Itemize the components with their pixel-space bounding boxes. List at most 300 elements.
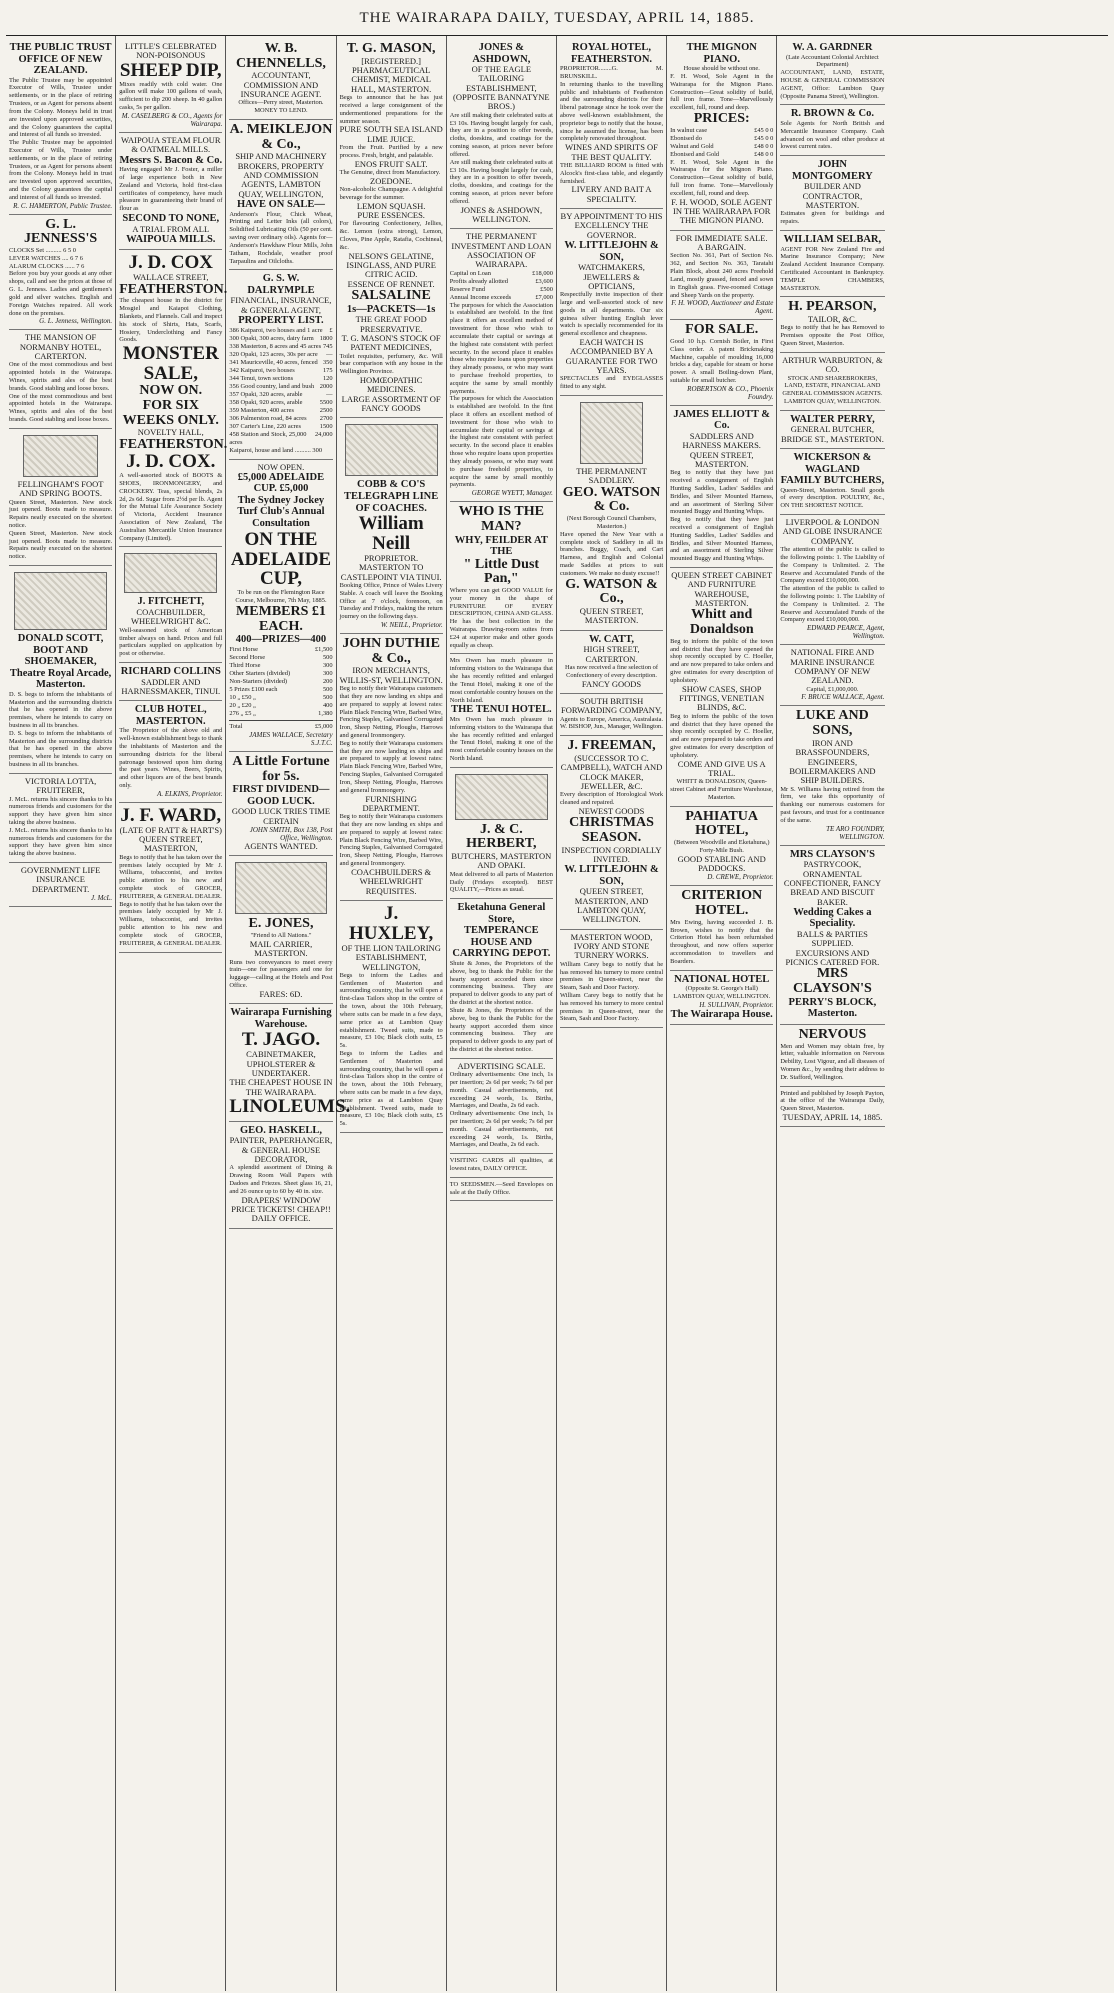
- ad-signature: R. C. HAMERTON, Public Trustee.: [13, 201, 113, 210]
- ad-headline: GOOD LUCK.: [247, 795, 315, 807]
- ad-subtitle: BY APPOINTMENT TO HIS EXCELLENCY THE GOVERNOR.: [560, 211, 663, 240]
- ad-signature: WHITT & DONALDSON, Queen-street Cabinet and Furniture Warehouse, Masterton.: [670, 778, 774, 801]
- ad-headline: LINOLEUMS.: [229, 1095, 351, 1117]
- ad-body: Mr S. Williams having retired from the firm, we take this opportunity of thanking our numerous customers for past favours, and trust for a continuance of the same.: [780, 785, 885, 824]
- ad-title: MRS CLAYSON'S: [792, 966, 872, 997]
- ad-body: F. H. Wood, Sole Agent in the Wairarapa for the Mignon Piano. Construction—Great solidity of build, full iron frame. Tone—Marvellously excellent, full, round and deep.: [670, 72, 774, 112]
- ad-subtitle: PROPRIETOR.: [364, 553, 419, 563]
- ad-headline: " Little Dust Pan,": [463, 556, 540, 587]
- ad-subtitle: (LATE OF RATT & HART'S) QUEEN STREET, MASTERTON,: [119, 824, 222, 854]
- ad-subtitle: QUEEN STREET, MASTERTON.: [579, 606, 644, 626]
- chair-illustration: [23, 435, 97, 477]
- dalrymple-ad: [229, 270, 332, 459]
- ad-line: EXCURSIONS AND PICNICS CATERED FOR.: [785, 947, 880, 967]
- cox-ad: [119, 250, 228, 547]
- ad-line: FARES: 6D.: [259, 988, 303, 999]
- ad-body: The purposes for which the Association is established are twofold. In the first place it offers an excellent method of investment for those who wish to accumulate their capital or savings at the highest rate consistent with perfect security. In the second place it enables those who require loans upon properties they already possess, or who may want to purchase freehold properties, to acquire the same by small monthly payments.: [449, 395, 553, 489]
- ad-title: J. FITCHETT,: [137, 596, 205, 608]
- ad-title: FOR SALE.: [685, 322, 759, 338]
- national-hotel-ad: [670, 971, 773, 1026]
- ad-signature: J. McL.: [90, 894, 113, 903]
- ad-subtitle: WHY, FEILDER AT THE: [454, 534, 548, 558]
- ad-body: Men and Women may obtain free, by letter, valuable information on Nervous Debility, Lost Vigour, and all diseases of Women &c., by sending their address to Dr. Stafford, Wellington.: [780, 1042, 885, 1081]
- ad-title: W. A. GARDNER: [792, 42, 873, 53]
- ad-title: JONES & ASHDOWN,: [472, 42, 531, 65]
- ad-title: VICTORIA LOTTA, FRUITERER,: [24, 775, 97, 796]
- ad-body: Section No. 361, Part of Section No. 362, and Section No. 363, Taratahi Plain Block, about 240 acres Freehold Land, mostly grassed, fenced and sown in English grass. Five-roomed Cottage and Sheep Yards on the property.: [670, 252, 774, 299]
- ad-subtitle: (Between Woodville and Eketahuna,) Forty-Mile Bush.: [673, 839, 770, 854]
- ad-subtitle: [REGISTERED.] PHARMACEUTICAL CHEMIST, MEDICAL HALL, MASTERTON.: [350, 55, 432, 94]
- ad-subtitle: ACCOUNTANT, COMMISSION AND INSURANCE AGENT.: [240, 70, 322, 100]
- coach-illustration: [235, 862, 328, 914]
- ad-headline: William Neill: [358, 513, 424, 555]
- ad-line: WAIPOUA MILLS.: [126, 233, 216, 245]
- ad-body: The purposes for which the Association is established are twofold. In the first place it offers an excellent method of investment for those who wish to accumulate their capital or savings at the highest rate consistent with perfect security. In the second place it enables those who require loans upon properties they already possess, or who may want to purchase freehold properties, to acquire the same by small monthly payments.: [449, 301, 553, 395]
- ad-title: NATIONAL FIRE AND MARINE INSURANCE COMPANY OF NEW ZEALAND.: [790, 647, 875, 686]
- ad-title: COBB & CO'S TELEGRAPH LINE OF COACHES.: [344, 479, 439, 514]
- ad-body: The Public Trustee may be appointed Executor of Wills, Trustee under settlements, or in the place of retiring Trustees, or as Agent for persons absent from the Colony. Moneys held in trust are invested upon approved securities, and the Colony guarantees the capital and interest of all funds so invested.: [9, 76, 113, 139]
- ad-line: PURE SOUTH SEA ISLAND LIME JUICE.: [339, 124, 443, 144]
- list-item: 276 „ £5 „ 1,380: [229, 709, 333, 717]
- ad-line: PURE ESSENCES.: [357, 210, 425, 221]
- ad-body: Shute & Jones, the Proprietors of the above, beg to thank the Public for the hearty support accorded them since commencing business. They are prepared to deliver goods to any part of the district at the shortest notice.: [449, 1006, 553, 1053]
- ad-body: The Proprietor of the above old and well-known establishment begs to thank the inhabitants of Masterton and the surrounding districts for the liberal patronage bestowed upon him during the past years. Wines, Beers, Spirits, and other liquors are of the best brands only.: [119, 727, 223, 789]
- turnery-ad: [560, 930, 663, 1029]
- ad-headline: SALSALINE: [351, 288, 431, 304]
- ad-body: From the Fruit. Purified by a new process. Fresh, bright, and palatable.: [339, 144, 443, 159]
- ad-subtitle: CABINETMAKER, UPHOLSTERER & UNDERTAKER.: [246, 1049, 316, 1078]
- ad-subtitle: QUEEN STREET, MASTERTON.: [689, 449, 754, 469]
- feilder-ad: [450, 502, 553, 654]
- list-item: In walnut case £45 0 0: [670, 126, 774, 134]
- ad-body: Where you can get GOOD VALUE for your money in the shape of FURNITURE OF EVERY DESCRIPTION, CHINA AND GLASS. He has the best collection in the Wairarapa. Drawing-room suites from £24 at superior make and other goods equally as cheap.: [449, 586, 553, 649]
- ad-title: J. & C. HERBERT,: [466, 821, 537, 852]
- advertising-scale: [450, 1059, 553, 1154]
- govt-insurance-ad: [9, 863, 112, 907]
- ad-signature: ROBERTSON & CO., Phoenix Foundry.: [687, 384, 774, 401]
- ad-title: THE PUBLIC TRUST OFFICE OF NEW ZEALAND.: [9, 42, 112, 77]
- ad-body: Beg to inform the public of the town and district that they have opened the shop recently occupied by C. Hoeller, and are now prepared to take orders and give estimates for every description of upholstery.: [670, 637, 774, 684]
- fitchett-ad: [119, 547, 222, 662]
- ad-title: G. S. W. DALRYMPLE: [247, 273, 315, 296]
- list-item: Total £5,000: [229, 722, 333, 730]
- ad-body: Mrs Owen has much pleasure in informing visitors to the Wairarapa that she has recently refitted and enlarged the Tenui Hotel, making it one of the most comfortable country houses on the North Island.: [449, 715, 553, 762]
- list-item: Profits already allotted £3,600: [449, 277, 553, 285]
- cobb-ad: [340, 418, 443, 634]
- ad-body: Begs to notify that he has taken over the premises lately occupied by Mr J. Williams, tobacconist, and invites public attention to his new and complete stock of GROCER, FRUITERER, & GENERAL DEALER.: [119, 900, 223, 947]
- ad-body: William Carey begs to notify that he has removed his turnery to more central premises in Queen-street, near the Steam, Sash and Door Factory.: [559, 960, 664, 992]
- collins-ad: [119, 663, 222, 701]
- tenui-hotel-ad: [450, 654, 553, 767]
- list-item: 300 Opaki, 300 acres, dairy farm 1800: [229, 334, 333, 342]
- list-item: 10 „ £50 „ 500: [229, 693, 333, 701]
- ad-body: Mixes readily with cold water. One gallon will make 100 gallons of wash, sufficient to dip 200 sheep. In 40 gallon casks, 5s per gallon.: [119, 80, 223, 112]
- column-8: [777, 36, 887, 1991]
- ad-line: Wedding Cakes a Speciality.: [793, 906, 872, 930]
- list-item: 338 Masterton, 8 acres and 45 acres 745: [229, 342, 333, 350]
- masthead: THE WAIRARAPA DAILY, TUESDAY, APRIL 14, 1885.: [6, 6, 1108, 36]
- ad-body: Respectfully invite inspection of their large and well-assorted stock of new goods in all departments. Our six guinea silver hunting English lever watch is specially recommended for its general excellence and cheapness.: [559, 291, 664, 338]
- gardner-ad: [780, 39, 884, 105]
- ad-subtitle: PASTRYCOOK, ORNAMENTAL CONFECTIONER, FANCY BREAD AND BISCUIT BAKER.: [783, 859, 881, 907]
- list-item: 20 „ £20 „ 400: [229, 701, 333, 709]
- ad-title: E. JONES,: [248, 916, 314, 932]
- ad-headline: CHRISTMAS SEASON.: [569, 815, 654, 845]
- ad-body: Mrs Ewing, having succeeded J. B. Brown, wishes to notify that the Criterion Hotel has been refurnished throughout, and now offers superior accommodation to travellers and Boarders.: [670, 918, 774, 965]
- ad-title: A. MEIKLEJON & Co.,: [229, 122, 333, 152]
- ad-signature: D. CREWE, Proprietor.: [707, 873, 774, 882]
- ad-title: THE MIGNON PIANO.: [686, 42, 757, 65]
- list-item: 342 Kaiparoi, two houses 175: [229, 366, 333, 374]
- scott-ad: [9, 566, 112, 774]
- ad-subtitle: House should be without one.: [683, 65, 760, 73]
- ad-title: T. G. MASON,: [346, 41, 436, 56]
- ad-line: COME AND GIVE US A TRIAL.: [677, 758, 766, 778]
- list-item: Non-Starters (divided) 200: [229, 677, 333, 685]
- ad-subtitle: OF THE LION TAILORING ESTABLISHMENT, WELLINGTON,: [341, 942, 441, 972]
- duthie-ad: [340, 634, 443, 901]
- royal-hotel-ad: [560, 39, 663, 209]
- ad-subtitle: QUEEN STREET CABINET AND FURNITURE WAREHOUSE, MASTERTON.: [671, 570, 773, 609]
- ad-signature: JOHN SMITH, Box 138, Post Office, Wellington.: [249, 826, 333, 843]
- ad-subtitle: COACHBUILDER, WHEELWRIGHT &C.: [131, 607, 211, 627]
- ad-subtitle: FAMILY BUTCHERS,: [780, 475, 885, 487]
- list-item: Capital on Loan £18,000: [449, 269, 553, 277]
- ad-subtitle: Wairarapa Furnishing Warehouse.: [230, 1007, 332, 1030]
- ad-body: Agents to Europe, America, Australasia. W. BISHOP, Jun., Manager, Wellington.: [559, 715, 664, 731]
- visiting-cards-ad: [450, 1154, 553, 1178]
- ad-body: Beg to notify that they have just received a consignment of English Hunting Saddles, Ladies' Saddles and Bridles, and Silver Mounted Harness, and an assortment of Sterling Silver mounted Buggy and Hunting Whips.: [670, 516, 774, 563]
- eketahuna-ad: [450, 899, 553, 1058]
- ad-subtitle: IRON MERCHANTS, WILLIS-ST, WELLINGTON.: [339, 665, 443, 685]
- ad-line: NELSON'S GELATINE, ISINGLASS, AND PURE CITRIC ACID.: [346, 250, 436, 280]
- ad-signature: JAMES WALLACE, Secretary S.J.T.C.: [249, 730, 333, 747]
- property-list: [229, 327, 332, 447]
- permanent-ad: [450, 229, 553, 502]
- littlejohn-ad: [560, 209, 663, 396]
- imprint-date: TUESDAY, APRIL 14, 1885.: [782, 1112, 883, 1122]
- ad-signature: H. SULLIVAN, Proprietor.: [699, 1000, 774, 1009]
- ad-title: RICHARD COLLINS: [120, 665, 221, 677]
- list-item: 306 Palmerston road, 84 acres 2700: [229, 414, 333, 422]
- ad-title: WALTER PERRY,: [790, 413, 875, 425]
- criterion-ad: [670, 886, 773, 970]
- ad-title: W. CATT,: [589, 633, 635, 645]
- ad-title: J. F. WARD,: [120, 804, 222, 826]
- herbert-ad: [450, 768, 553, 900]
- ad-headline: NOW ON.: [139, 383, 203, 399]
- ad-title: JOHN DUTHIE & Co.,: [342, 636, 440, 666]
- ad-signature: F. H. WOOD, SOLE AGENT IN THE WAIRARAPA FOR THE MIGNON PIANO.: [671, 196, 773, 226]
- fortune-ad: [229, 752, 332, 857]
- ad-subtitle: OF THE EAGLE TAILORING ESTABLISHMENT, (OPPOSITE BANNATYNE BROS.): [453, 64, 550, 112]
- list-item: 358 Opaki, 920 acres, arable 5500: [229, 398, 333, 406]
- ad-title: CRITERION HOTEL.: [681, 888, 763, 919]
- nervous-ad: [780, 1025, 884, 1087]
- ashdown-ad: [450, 39, 553, 229]
- brown-ad: [780, 105, 884, 156]
- freeman-ad: [560, 736, 663, 930]
- ad-body: Runs two conveyances to meet every train—one for passengers and one for luggage—calling at the Hotels and Post Office.: [229, 958, 333, 990]
- ad-body: F. H. Wood, Sole Agent in the Wairarapa for the Mignon Piano. Construction—Great solidity of build, full iron frame. Tone—Marvellously excellent, full, round and deep.: [670, 158, 774, 197]
- ad-line: FURNISHING DEPARTMENT.: [362, 793, 420, 813]
- ad-signature: W. NEILL, Proprietor.: [380, 621, 443, 630]
- ad-body: D. S. begs to inform the inhabitants of Masterton and the surrounding districts that he has opened in the above premises, where he intends to carry on business in all its branches.: [9, 690, 113, 730]
- jenness-ad: [9, 215, 112, 331]
- catt-ad: [560, 631, 663, 694]
- list-item: Other Starters (divided) 300: [229, 669, 333, 677]
- ad-body: Queen Street, Masterton. New stock just opened. Boots made to measure. Repairs neatly executed on the shortest notice.: [9, 498, 113, 529]
- ad-line: THE CHEAPEST HOUSE IN THE WAIRARAPA.: [229, 1077, 333, 1097]
- ad-title: THE TENUI HOTEL.: [451, 704, 552, 716]
- ad-body: The Genuine, direct from Manufactory.: [339, 168, 441, 176]
- ad-title: ADVERTISING SCALE.: [457, 1060, 546, 1071]
- warburton-ad: [780, 353, 884, 411]
- boot-illustration: [14, 572, 107, 630]
- immediate-sale-ad: [670, 231, 773, 321]
- ad-line: A TRIAL FROM ALL: [132, 223, 210, 234]
- national-insurance-ad: [780, 645, 884, 706]
- ad-title: GEO. HASKELL,: [239, 1124, 322, 1136]
- ad-subtitle: MAIL CARRIER, MASTERTON.: [249, 938, 313, 959]
- column-2: [116, 36, 226, 1991]
- ad-title: J. HUXLEY,: [349, 902, 434, 944]
- ad-title: GEO. WATSON & Co.: [562, 484, 661, 515]
- saddle-illustration: [580, 402, 644, 464]
- public-trust-ad: [9, 39, 112, 215]
- ad-title: FOR IMMEDIATE SALE.: [675, 232, 768, 243]
- ad-subtitle: HIGH STREET, CARTERTON.: [583, 644, 640, 664]
- whitt-ad: [670, 568, 773, 807]
- ad-title: J. D. COX: [128, 252, 213, 274]
- ad-subtitle: A BARGAIN.: [697, 242, 747, 253]
- ad-subtitle: (Next Borough Council Chambers, Masterton.): [566, 515, 657, 530]
- column-1: [6, 36, 116, 1991]
- ad-title: JAMES ELLIOTT & Co.: [673, 408, 771, 432]
- ad-line: COACHBUILDERS & WHEELWRIGHT REQUISITES.: [351, 866, 432, 896]
- ad-subtitle: SADDLERS AND HARNESS MAKERS.: [682, 430, 761, 451]
- ad-body: Toilet requisites, perfumery, &c. Will bear comparison with any house in the Wellington Province.: [339, 352, 443, 376]
- column-3: [226, 36, 351, 1991]
- ad-subtitle: WATCHMAKERS, JEWELLERS & OPTICIANS,: [578, 262, 645, 291]
- ad-body: Beg to notify their Wairarapa customers that they are now landing ex ships and are prepared to supply at lowest rates: Plain Black Fencing Wire, Barbed Wire, Fencing Staples, Galvanised Corrugated Iron, Sheep Netting, Ploughs, Harrows and general Ironmongery.: [339, 739, 443, 794]
- sheep-dip-ad: [119, 39, 222, 133]
- ad-body: One of the most commodious and best appointed hotels in the Wairarapa. Wines, spirits and ales of the best brands. Good stabling and loose boxes.: [9, 392, 113, 424]
- ad-title: ROYAL HOTEL, FEATHERSTON.: [571, 42, 653, 65]
- list-item: 458 Station and Stock, 25,000 acres 24,000: [229, 430, 333, 446]
- ad-line: DRAPERS' WINDOW PRICE TICKETS! CHEAP!! DAILY OFFICE.: [231, 1194, 331, 1224]
- ad-body: TO SEEDSMEN.—Seed Envelopes on sale at the Daily Office.: [449, 1180, 553, 1196]
- clayson-ad: [780, 846, 884, 1025]
- ad-headline: SECOND TO NONE,: [122, 212, 220, 224]
- ad-title: WILLIAM SELBAR,: [783, 233, 882, 245]
- ad-body: Having engaged Mr J. Foster, a miller of large experience both in New Zealand and Victoria, hold first-class certificates of competency, have much pleasure in guaranteeing their brand of flour as: [119, 166, 223, 213]
- ad-line: WINES AND SPIRITS OF THE BEST QUALITY.: [565, 142, 658, 162]
- waipoua-ad: [119, 133, 222, 251]
- ad-subtitle: (Late Accountant Colonial Architect Department): [786, 53, 879, 69]
- mason-ad: [340, 39, 443, 418]
- ad-title: G. L. JENNESS'S: [24, 216, 98, 247]
- jago-ad: [229, 1004, 351, 1122]
- ad-subtitle: PAINTER, PAPERHANGER, & GENERAL HOUSE DECORATOR,: [229, 1135, 333, 1165]
- jones-mail-ad: [229, 856, 332, 1004]
- ad-title: W. LITTLEJOHN & SON,: [564, 240, 659, 263]
- ad-title: WHO IS THE MAN?: [458, 504, 544, 534]
- ad-body: AGENT FOR New Zealand Fire and Marine Insurance Company; New Zealand Accident Insurance Company. Certificated Accountant in Bankruptcy. TEMPLE CHAMBERS, MASTERTON.: [780, 245, 885, 292]
- ad-line: EACH WATCH IS ACCOMPANIED BY A GUARANTEE FOR TWO YEARS.: [565, 337, 658, 376]
- list-item: 341 Mauriceville, 40 acres, fenced 350: [229, 358, 333, 366]
- ad-body: Booking Office, Prince of Wales Livery Stable. A coach will leave the Booking Office at 7 o'clock, forenoon, on Tuesday and Fridays, making the return journey on the following days.: [339, 582, 443, 621]
- ad-body: Have opened the New Year with a complete stock of Saddlery in all its branches. Buggy, Coach, and Cart Harness, and English and Colonial made Saddles at prices to suit customers. We make no dusty excuse!!: [559, 530, 664, 577]
- ad-line: PROPRIETOR........G. M. BRUNSKILL.: [559, 65, 664, 80]
- fellingham-ad: [9, 429, 112, 566]
- ad-body: For flavouring Confectionery, Jellies, &c. Lemon (extra strong), Lemon, Cloves, Pine Apple, Ratafia, Cochineal, &c.: [339, 220, 443, 251]
- list-item: Ebonised and Gold £48 0 0: [670, 150, 774, 158]
- ad-title: NERVOUS: [798, 1026, 867, 1042]
- ad-signature: GEORGE WYETT, Manager.: [471, 489, 553, 498]
- ad-subtitle: Theatre Royal Arcade, Masterton.: [9, 667, 112, 691]
- sheep-illustration: [455, 774, 548, 820]
- ad-title: W. B. CHENNELLS,: [236, 41, 326, 71]
- ad-line: NOW OPEN.: [257, 461, 305, 472]
- ad-body: STOCK AND SHAREBROKERS, LAND, ESTATE, FINANCIAL AND GENERAL COMMISSION AGENTS. LAMBTON QUAY, WELLINGTON.: [782, 374, 883, 405]
- ad-headline: PRICES:: [693, 110, 750, 126]
- ad-body: Queen Street, Masterton. New stock just opened. Boots made to measure. Repairs neatly executed on the shortest notice.: [9, 529, 113, 561]
- ad-subtitle: IRON AND BRASSFOUNDERS, ENGINEERS, BOILERMAKERS AND SHIP BUILDERS.: [789, 737, 876, 786]
- ad-title: CLUB HOTEL, MASTERTON.: [134, 704, 207, 727]
- ad-body: Estimates given for buildings and repairs.: [780, 210, 885, 226]
- ad-line: MASTERTON TO CASTLEPOINT VIA TINUI.: [340, 562, 442, 582]
- ad-body: VISITING CARDS all qualities, at lowest rates, DAILY OFFICE.: [449, 1157, 553, 1173]
- ad-subtitle: FEATHERSTON.: [119, 281, 228, 297]
- ad-body: In returning thanks to the travelling public and inhabitants of Featherston and the surrounding districts for their liberal patronage since he took over the above well-known establishment, the proprietor begs to notify that the house, since he assumed the license, has been completely renovated throughout.: [559, 80, 664, 143]
- ad-line: NEWEST GOODS: [578, 805, 645, 816]
- ad-subtitle: THE PERMANENT SADDLERY.: [576, 466, 647, 486]
- ad-body: Shute & Jones, the Proprietors of the above, beg to thank the Public for the hearty support accorded them since commencing business. They are prepared to deliver goods to any part of the district at the shortest notice.: [449, 960, 553, 1007]
- ad-title: GOVERNMENT LIFE INSURANCE DEPARTMENT.: [20, 865, 101, 894]
- ad-subtitle: SHIP AND MACHINERY BROKERS, PROPERTY AND COMMISSION AGENTS, LAMBTON QUAY, WELLINGTON,: [235, 151, 327, 199]
- ad-line: INSPECTION CORDIALLY INVITED.: [561, 844, 662, 864]
- ad-signature: F. BRUCE WALLACE, Agent.: [801, 693, 885, 702]
- ad-title: ON THE ADELAIDE CUP,: [230, 528, 332, 590]
- column-7: [667, 36, 777, 1991]
- list-item: First Horse £1,500: [229, 645, 333, 653]
- meiklejon-ad: [229, 120, 332, 270]
- ad-body: Begs to announce that he has just received a large consignment of the undermentioned preparations for the summer season.: [339, 94, 443, 125]
- ad-body: J. McL. returns his sincere thanks to his numerous friends and customers for the support they have given him since taking the above business.: [9, 795, 113, 827]
- haskell-ad: [229, 1122, 332, 1229]
- ad-body: Are still making their celebrated suits at £3 10s. Having bought largely for cash, they are in a position to offer tweeds, cloths, doeskins, and coatings for the coming season, at prices never before offered.: [449, 158, 553, 205]
- ad-subtitle: (SUCCESSOR TO C. CAMPBELL), WATCH AND CLOCK MAKER, JEWELLER, &C.: [560, 752, 663, 791]
- ad-body: Offices—Perry street, Masterton. MONEY TO LEND.: [238, 99, 324, 115]
- selbar-ad: [780, 231, 884, 297]
- ad-body: The attention of the public is called to the following points: 1. The Liability of the Company is Unlimited. 2. The Reserve and Accumulated Funds of the Company exceed £10,000,000.: [780, 585, 885, 624]
- ad-title: R. BROWN & Co.: [790, 108, 874, 120]
- prize-list: [229, 646, 332, 731]
- ad-body: To be run on the Flemington Race Course, Melbourne, 7th May, 1885.: [235, 589, 327, 605]
- south-british-ad: [560, 694, 663, 736]
- ad-line: BALLS & PARTIES SUPPLIED.: [796, 928, 868, 949]
- ad-subtitle: TAILOR, &C.: [807, 314, 857, 325]
- list-item: Annual Income exceeds £7,000: [449, 293, 553, 301]
- ad-body: Begs to inform the Ladies and Gentlemen of Masterton and surrounding country, that he will open a first-class Tailors shop in the centre of the town, about the 10th February, where suits can be made in a few days, same price as at Lambton Quay establishment. Tweed suits, made to measure, £3 10s; Black cloth suits, £5 5s.: [339, 1049, 443, 1128]
- divider: [229, 720, 332, 721]
- ad-line: ENOS FRUIT SALT.: [354, 158, 428, 169]
- ad-body: D. S. begs to inform the inhabitants of Masterton and the surrounding districts that he has opened in the above premises, where he intends to carry on business in all its branches.: [9, 729, 113, 769]
- ad-body: Good 10 h.p. Cornish Boiler, in First Class order. A patent Brickmaking Machine, capable of moulding 16,000 bricks a day, capable for steam or horse power. A small Boiling-down Plant, suitable for small butcher.: [670, 338, 774, 385]
- ad-body: Meat delivered to all parts of Masterton Daily (Fridays excepted). BEST QUALITY,—Prices as usual.: [449, 870, 553, 894]
- ad-title: FELLINGHAM'S FOOT AND SPRING BOOTS.: [17, 478, 104, 499]
- ad-body: Non-alcoholic Champagne. A delightful beverage for the summer.: [339, 186, 443, 201]
- ad-headline: 1s—PACKETS—1s: [346, 303, 436, 315]
- pearson-ad: [780, 297, 884, 352]
- ad-title: LUKE AND SONS,: [796, 708, 869, 739]
- montgomery-ad: [780, 156, 884, 231]
- ad-body: Begs to notify that he has Removed to Premises opposite the Post Office, Queen Street, Masterton.: [780, 324, 885, 348]
- ad-line: LARGE ASSORTMENT OF FANCY GOODS: [341, 393, 441, 414]
- ad-title: MASTERTON WOOD, IVORY AND STONE TURNERY WORKS.: [570, 931, 653, 961]
- ad-body: A well-assorted stock of BOOTS & SHOES, IRONMONGERY, and CROCKERY. Teas, special blends, 2s 2d, 2s 6d. Sugar from 2½d per lb. Agent for the Mutual Life Assurance Society of Victoria, Accident Insurance Association of New Zealand, The Australian Mercantile Union Insurance Company (Limited).: [119, 472, 223, 542]
- ad-body: Are still making their celebrated suits at £3 10s. Having bought largely for cash, they are in a position to offer tweeds, cloths, doeskins, and coatings for the coming season, at prices never before offered.: [449, 111, 553, 158]
- ad-title: NATIONAL HOTEL: [674, 973, 770, 985]
- victoria-ad: [9, 774, 112, 863]
- imprint-text: Printed and published by Joseph Payton, at the office of the Wairarapa Daily, Queen Street, Masterton.: [780, 1089, 885, 1113]
- ad-signature: EDWARD PEARCE, Agent, Wellington.: [806, 624, 885, 641]
- list-item: Walnut and Gold £48 0 0: [670, 142, 774, 150]
- ad-line: GOOD STABLING AND PADDOCKS.: [677, 853, 766, 874]
- list-item: 357 Opaki, 320 acres, arable —: [229, 390, 333, 398]
- ad-subtitle: QUEEN STREET, MASTERTON, AND LAMBTON QUAY, WELLINGTON.: [574, 886, 649, 925]
- ad-title: THE PERMANENT INVESTMENT AND LOAN ASSOCIATION OF WAIRARAPA.: [451, 231, 552, 270]
- ad-title: LITTLE'S CELEBRATED NON-POISONOUS: [125, 41, 217, 61]
- ad-body: Before you buy your goods at any other shops, call and see the prices at those of G. L. Jenness. Ladies and gentlemen's gold and silver watches. English and Foreign Watches repaired. All work done on the premises.: [9, 270, 113, 317]
- ward-ad: [119, 803, 222, 953]
- ad-line: JONES & ASHDOWN, WELLINGTON.: [460, 204, 543, 224]
- ad-signature: M. CASELBERG & CO., Agents for Wairarapa.: [121, 111, 223, 128]
- ad-line: THE GREAT FOOD PRESERVATIVE.: [355, 314, 427, 334]
- ad-body: Sole Agents for North British and Mercantile Insurance Company. Cash advanced on wool and other produce at lowest current rates.: [780, 119, 885, 151]
- club-hotel-ad: [119, 701, 222, 803]
- elliott-ad: [670, 406, 773, 568]
- ad-subtitle: "Friend to All Nations.": [250, 932, 312, 940]
- price-item: CLOCKS Set .......... 6 5 0: [9, 247, 76, 255]
- perry-ad: [780, 411, 884, 449]
- ad-headline: SHEEP DIP,: [119, 59, 222, 81]
- ad-title: Eketahuna General Store, TEMPERANCE HOUSE AND CARRYING DEPOT.: [452, 902, 551, 960]
- ad-headline: FOR SIX WEEKS ONLY.: [122, 397, 219, 428]
- ad-body: The cheapest house in the district for Mosgiel and Kaiapoi Clothing, Blankets, and Flannels. Call and inspect his stock of Shirts, Hats, Scarfs, Hosiery, Underclothing and Fancy Goods.: [119, 297, 223, 344]
- ad-body: Begs to notify that he has taken over the premises lately occupied by Mr J. Williams, tobacconist, and invites public attention to his new and complete stock of GROCER, FRUITERER, & GENERAL DEALER.: [119, 853, 223, 900]
- seedsmen-ad: [450, 1178, 553, 1202]
- columns: [6, 36, 1108, 1991]
- list-item: Ebonised do £45 0 0: [670, 134, 774, 142]
- ad-body: Ordinary advertisements: One inch, 1s per insertion; 2s 6d per week; 7s 6d per month. Casual advertisements, not exceeding 24 words, 1s. Births, Marriages, and Deaths, 2s 6d each.: [449, 1110, 553, 1149]
- ad-body: The Public Trustee may be appointed Executor of Wills, Trustee under settlements, or in the place of retiring Trustees, or as Agent for persons absent from the Colony. Moneys held in trust are invested upon approved securities, and the Colony guarantees the capital and interest of all funds so invested.: [9, 139, 113, 201]
- ad-body: Queen-Street, Masterton. Small goods of every description. POULTRY, &c., ON THE SHORTEST NOTICE.: [780, 486, 885, 510]
- ad-line: ZOEDONE.: [370, 175, 413, 186]
- wickerson-ad: [780, 449, 884, 515]
- ad-subtitle: BUTCHERS, MASTERTON AND OPAKI.: [451, 851, 552, 871]
- ad-signature: A. ELKINS, Proprietor.: [157, 789, 223, 798]
- imprint: [780, 1087, 884, 1128]
- column-6: [557, 36, 667, 1991]
- ad-title: ARTHUR WARBURTON, & CO.: [782, 354, 883, 375]
- ad-body: ACCOUNTANT, LAND, ESTATE, HOUSE & GENERAL COMMISSION AGENT, Office: Lambton Quay (Opposite Panama Street), Wellington.: [780, 69, 885, 100]
- ad-subtitle: PERRY'S BLOCK, Masterton.: [788, 996, 877, 1020]
- ad-signature: F. H. WOOD, Auctioneer and Estate Agent.: [671, 299, 774, 316]
- ad-subtitle: The Sydney Jockey Turf Club's Annual Consultation: [237, 494, 325, 530]
- ad-title: A Little Fortune for 5s.: [232, 753, 330, 784]
